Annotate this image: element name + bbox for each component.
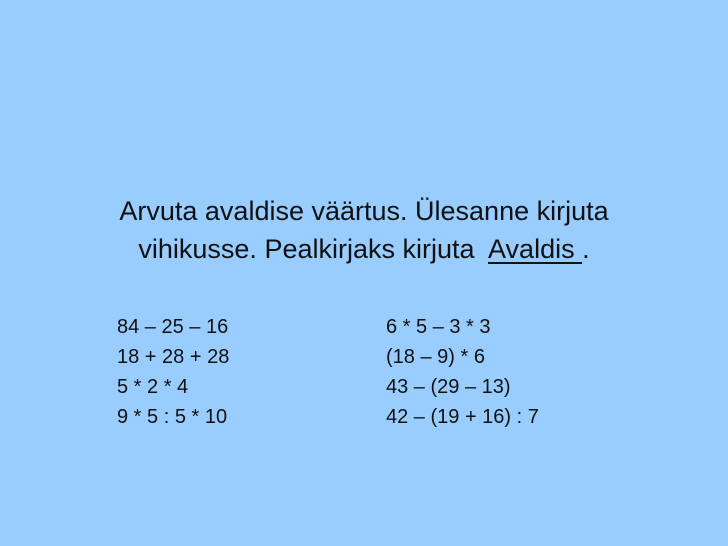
expression-item: 5 * 2 * 4 bbox=[117, 376, 189, 398]
expression-item: 6 * 5 – 3 * 3 bbox=[386, 316, 491, 338]
expression-item: 42 – (19 + 16) : 7 bbox=[386, 406, 539, 428]
expression-item: (18 – 9) * 6 bbox=[386, 346, 485, 368]
expression-item: 9 * 5 : 5 * 10 bbox=[117, 406, 228, 428]
expression-item: 84 – 25 – 16 bbox=[117, 316, 229, 338]
title-line-1: Arvuta avaldise väärtus. Ülesanne kirjuta bbox=[119, 196, 609, 226]
title-line-2-prefix: vihikusse. Pealkirjaks kirjuta bbox=[138, 234, 489, 264]
title-line-2 bbox=[40, 230, 688, 268]
right-expression-column bbox=[386, 312, 539, 432]
title-line-2-suffix: . bbox=[582, 234, 590, 264]
expression-item: 18 + 28 + 28 bbox=[117, 346, 230, 368]
left-expression-column bbox=[117, 312, 229, 432]
slide-title bbox=[40, 192, 688, 268]
expression-item: 43 – (29 – 13) bbox=[386, 376, 511, 398]
title-keyword-avaldis: Avaldis bbox=[488, 234, 583, 264]
